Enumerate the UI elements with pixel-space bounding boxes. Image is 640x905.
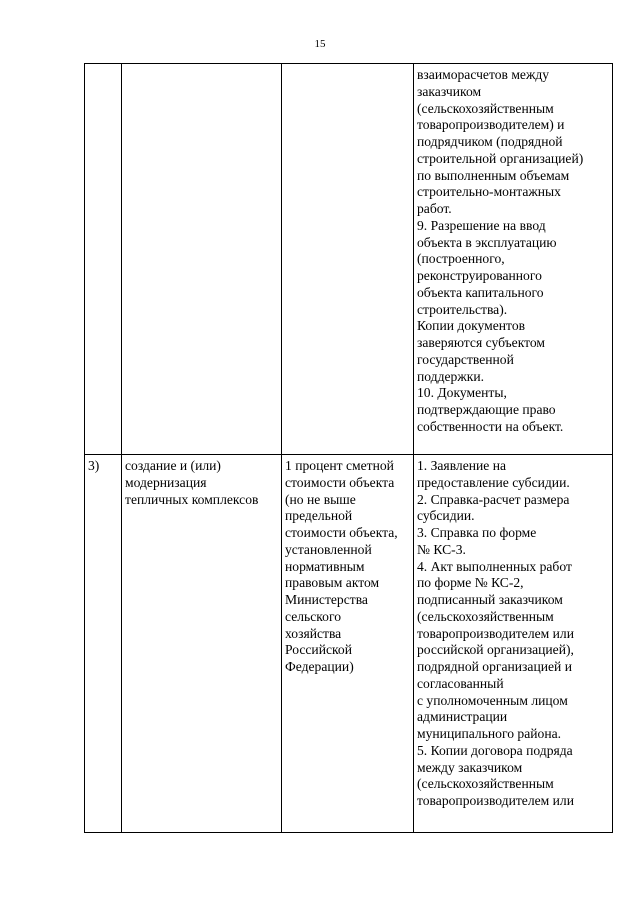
direction-cell bbox=[122, 455, 282, 833]
text-line: муниципального района. bbox=[417, 726, 562, 741]
text-line: заверяются субъектом bbox=[417, 335, 546, 350]
text-line: (но не выше bbox=[285, 491, 356, 507]
text-line: (построенного, bbox=[417, 251, 505, 267]
text-line: (сельскохозяйственным bbox=[417, 608, 554, 624]
rate-cell bbox=[282, 64, 414, 455]
text-line: нормативным bbox=[285, 558, 365, 574]
text-line: с уполномоченным лицом bbox=[417, 692, 568, 708]
text-line: объекта капитального bbox=[417, 284, 544, 300]
text-line: тепличных комплексов bbox=[125, 491, 259, 507]
text-line: сельского bbox=[285, 608, 341, 624]
text-line: (сельскохозяйственным bbox=[417, 100, 554, 116]
text-line: Министерства bbox=[285, 592, 368, 607]
text-line: предельной bbox=[285, 508, 353, 524]
text-line: № КС-3. bbox=[417, 541, 466, 557]
text-line: по выполненным объемам bbox=[417, 167, 570, 183]
text-line: подрядчиком (подрядной bbox=[417, 134, 563, 149]
text-line: 9. Разрешение на ввод bbox=[417, 217, 546, 233]
text-line: предоставление субсидии. bbox=[417, 474, 570, 490]
text-line: между заказчиком bbox=[417, 759, 523, 775]
table-row bbox=[85, 64, 613, 455]
text-line: поддержки. bbox=[417, 368, 485, 384]
page-number: 15 bbox=[314, 38, 326, 50]
text-line: администрации bbox=[417, 709, 508, 725]
text-line: согласованный bbox=[417, 675, 504, 691]
text-line: модернизация bbox=[125, 474, 207, 490]
text-line: строительной организацией) bbox=[417, 150, 584, 166]
text-line: 3. Справка по форме bbox=[417, 525, 537, 540]
documents-cell bbox=[414, 455, 613, 833]
text-line: хозяйства bbox=[285, 625, 342, 641]
text-line: 1 процент сметной bbox=[285, 458, 394, 473]
rate-cell bbox=[282, 455, 414, 833]
text-line: работ. bbox=[417, 201, 452, 216]
text-line: (сельскохозяйственным bbox=[417, 776, 554, 792]
text-line: взаиморасчетов между bbox=[417, 67, 550, 82]
text-line: установленной bbox=[285, 541, 372, 557]
text-line: Федерации) bbox=[285, 659, 354, 674]
text-line: объекта в эксплуатацию bbox=[417, 234, 557, 250]
text-line: строительно-монтажных bbox=[417, 184, 561, 200]
text-line: по форме № КС-2, bbox=[417, 575, 524, 591]
text-line: 5. Копии договора подряда bbox=[417, 742, 573, 758]
table-row bbox=[85, 455, 613, 833]
text-line: товаропроизводителем) и bbox=[417, 117, 565, 133]
text-line: реконструированного bbox=[417, 268, 542, 283]
text-line: субсидии. bbox=[417, 508, 475, 524]
row-number-cell: 3) bbox=[85, 455, 122, 833]
text-line: 1. Заявление на bbox=[417, 458, 507, 473]
text-line: стоимости объекта bbox=[285, 474, 395, 490]
direction-cell bbox=[122, 64, 282, 455]
subsidy-table bbox=[84, 63, 613, 833]
text-line: товаропроизводителем или bbox=[417, 625, 574, 641]
text-line: подрядной организацией и bbox=[417, 659, 572, 674]
text-line: государственной bbox=[417, 351, 514, 367]
text-line: российской организацией), bbox=[417, 642, 574, 658]
text-line: Копии документов bbox=[417, 318, 526, 334]
text-line: подтверждающие право bbox=[417, 402, 556, 417]
text-line: 4. Акт выполненных работ bbox=[417, 558, 572, 574]
text-line: стоимости объекта, bbox=[285, 525, 398, 540]
text-line: 10. Документы, bbox=[417, 385, 507, 401]
text-line: правовым актом bbox=[285, 575, 380, 591]
text-line: подписанный заказчиком bbox=[417, 592, 563, 607]
text-line: собственности на объект. bbox=[417, 418, 564, 434]
documents-cell bbox=[414, 64, 613, 455]
row-number-cell bbox=[85, 64, 122, 455]
text-line: заказчиком bbox=[417, 83, 482, 99]
text-line: строительства). bbox=[417, 301, 508, 317]
text-line: товаропроизводителем или bbox=[417, 793, 574, 808]
text-line: 2. Справка-расчет размера bbox=[417, 491, 570, 507]
text-line: создание и (или) bbox=[125, 458, 221, 473]
text-line: Российской bbox=[285, 642, 352, 658]
